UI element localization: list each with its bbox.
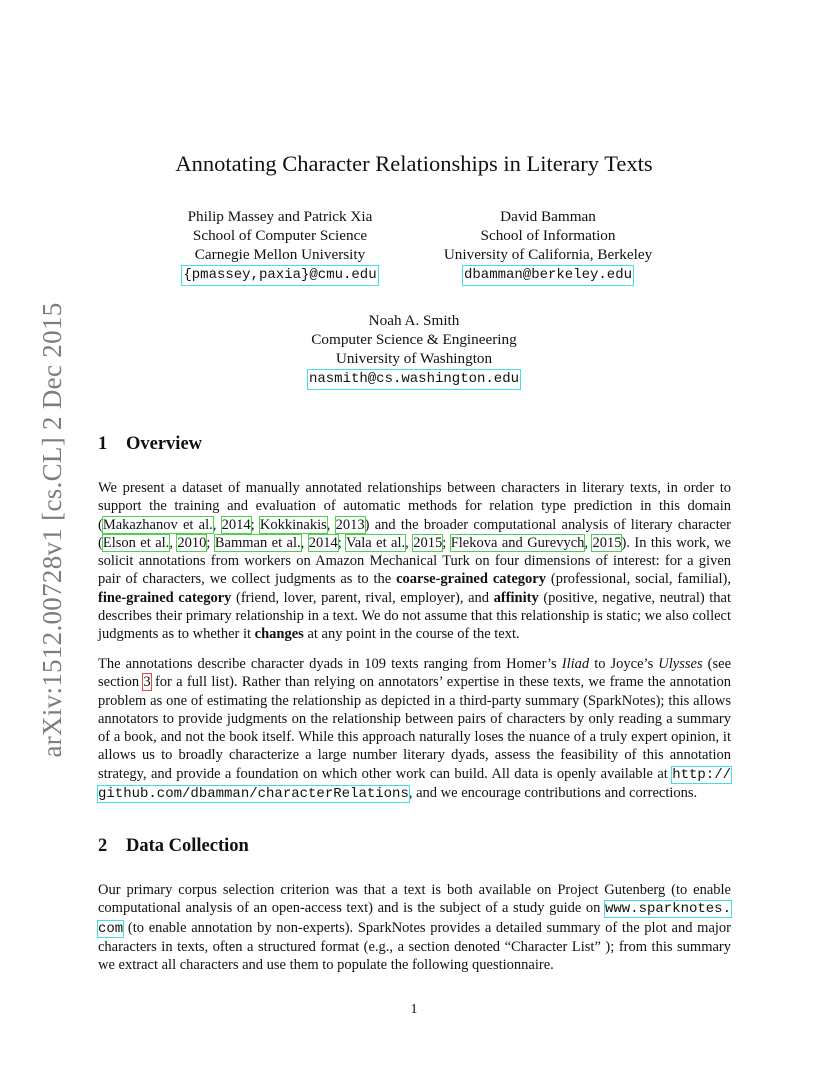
- author-dept: School of Computer Science: [192, 227, 368, 244]
- author-names: Noah A. Smith: [368, 312, 460, 329]
- citation-link[interactable]: 2013: [335, 516, 365, 533]
- section-ref-link[interactable]: 3: [143, 674, 151, 691]
- section-number: 2: [98, 836, 108, 856]
- bold-term: coarse-grained category: [396, 571, 546, 588]
- citation-link[interactable]: Elson et al.: [102, 534, 170, 551]
- author-institution: University of Washington: [335, 350, 493, 367]
- citation-link[interactable]: Bamman et al.: [214, 534, 301, 551]
- arxiv-stamp: arXiv:1512.00728v1 [cs.CL] 2 Dec 2015: [37, 302, 67, 758]
- citation-link[interactable]: Makazhanov et al.: [102, 516, 213, 533]
- section-title: Data Collection: [126, 836, 249, 856]
- section-number: 1: [98, 434, 108, 454]
- author-dept: Computer Science & Engineering: [311, 331, 517, 348]
- data-url-link[interactable]: github.com/dbamman/characterRelations: [98, 786, 409, 803]
- citation-link[interactable]: Vala et al.: [345, 534, 406, 551]
- citation-link[interactable]: 2014: [221, 516, 251, 533]
- data-collection-paragraph: Our primary corpus selection criterion was that a text is both available on Project Gutenberg (to enable computational analysis of an open-access text) and is the subject of a study guide on www.sparknotes. com (to enable annotation by non-experts). SparkNotes provides a detailed summary of the plot and major characters in texts, often a structured format (e.g., a section denoted “Character List” ); from this summary we extract all characters and use them to populate the following questionnaire.: [98, 882, 731, 974]
- citation-link[interactable]: Flekova and Gurevych: [450, 534, 585, 551]
- author-email-link[interactable]: nasmith@cs.washington.edu: [308, 371, 520, 387]
- bold-term: fine-grained category: [98, 589, 232, 606]
- author-block-uw: [264, 311, 564, 389]
- author-block-berkeley: [428, 207, 668, 285]
- bold-term: changes: [254, 626, 304, 643]
- section-heading-overview: [98, 432, 202, 456]
- citation-link[interactable]: 2010: [177, 534, 207, 551]
- book-title: Ulysses: [658, 656, 703, 672]
- section-heading-data-collection: [98, 834, 249, 858]
- page-number: 1: [410, 1002, 418, 1017]
- citation-link[interactable]: 2015: [592, 534, 622, 551]
- author-names: Philip Massey and Patrick Xia: [187, 208, 373, 225]
- author-block-cmu: [160, 207, 400, 285]
- bold-term: affinity: [493, 589, 539, 606]
- data-url-link[interactable]: http://: [672, 766, 731, 783]
- author-names: David Bamman: [500, 208, 596, 225]
- paper-title: Annotating Character Relationships in Literary Texts: [175, 151, 653, 176]
- sparknotes-url-link[interactable]: com: [98, 920, 124, 937]
- book-title: Iliad: [561, 656, 590, 672]
- section-title: Overview: [126, 434, 203, 454]
- citation-link[interactable]: Kokkinakis: [259, 516, 327, 533]
- sparknotes-url-link[interactable]: www.sparknotes.: [604, 901, 731, 918]
- author-dept: School of Information: [480, 227, 616, 244]
- citation-link[interactable]: 2015: [413, 534, 443, 551]
- overview-paragraph-1: We present a dataset of manually annotated relationships between characters in literary texts, in order to support the training and evaluation of automatic methods for relation type prediction in this domain (Makazhanov et al., 2014; Kokkinakis, 2013) and the broader computational analysis of literary character (Elson et al., 2010; Bamman et al., 2014; Vala et al., 2015; Flekova and Gurevych, 2015). In this work, we solicit annotations from workers on Amazon Mechanical Turk on four dimensions of interest: for a given pair of characters, we collect judgments as to the coarse-grained category (professional, social, familial), fine-grained category (friend, lover, parent, rival, employer), and affinity (positive, negative, neutral) that describes their primary relationship in a text. We do not assume that this relationship is static; we also collect judgments as to whether it changes at any point in the course of the text.: [98, 480, 732, 643]
- author-email-link[interactable]: {pmassey,paxia}@cmu.edu: [183, 267, 377, 283]
- author-institution: Carnegie Mellon University: [194, 246, 366, 263]
- author-email-link[interactable]: dbamman@berkeley.edu: [463, 267, 633, 283]
- overview-paragraph-2: The annotations describe character dyads in 109 texts ranging from Homer’s Iliad to Joyce’s Ulysses (see section 3 for a full list). Rather than relying on annotators’ expertise in these texts, we frame the annotation problem as one of estimating the relationship as depicted in a third-party summary (SparkNotes); this allows annotators to provide judgments on the relationship between pairs of characters by only reading a summary of a book, and not the book itself. While this approach naturally loses the nuance of a truly expert opinion, it allows us to broadly characterize a large number literary dyads, assess the feasibility of this annotation strategy, and provide a foundation on which other work can build. All data is openly available at http:// github.com/dbamman/characterRelations, and we encourage contributions and corrections.: [98, 656, 732, 803]
- author-institution: University of California, Berkeley: [443, 246, 653, 263]
- citation-link[interactable]: 2014: [308, 534, 338, 551]
